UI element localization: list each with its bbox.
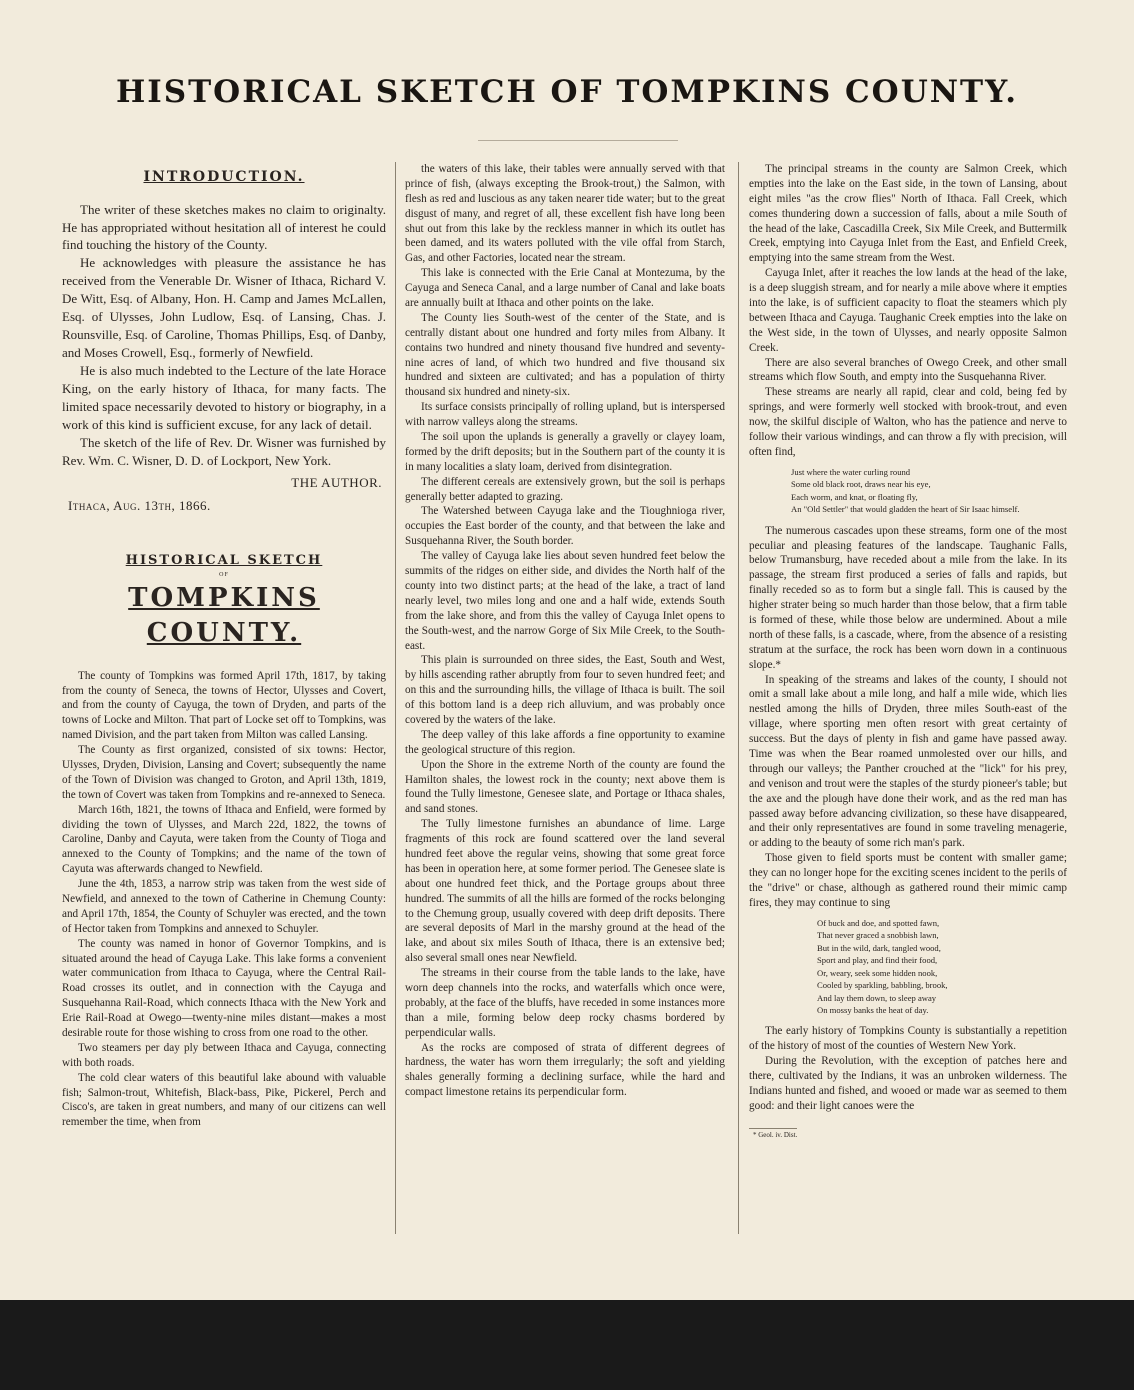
paragraph: March 16th, 1821, the towns of Ithaca and Enfield, were formed by dividing the town of Ulysses, and March 22d, 1822, the towns of Caroline, Danby and Cayuta, were taken from the County of Tioga and annexed to the County of Tompkins; and the name of the town of Cayuta was afterwards changed to Newfield. <box>62 803 386 876</box>
intro-paragraph: The writer of these sketches makes no claim to originalty. He has appropriated without hesitation all of interest he could find touching the history of the County. <box>62 201 386 253</box>
paragraph: The Watershed between Cayuga lake and the Tioughnioga river, occupies the East border of the county, and that between the lake and Susquehanna River, the South border. <box>405 505 725 548</box>
paragraph: The different cereals are extensively grown, but the soil is perhaps generally better adapted to grazing. <box>405 475 725 503</box>
column-divider-2 <box>738 162 739 1234</box>
intro-paragraph: He is also much indebted to the Lecture of the late Horace King, on the early history of Ithaca, for many facts. The limited space necessarily devoted to history or biography, in a work of this kind is sufficient excuse, for any lack of detail. <box>62 363 386 432</box>
section-heading-big: TOMPKINS COUNTY. <box>128 583 320 649</box>
paragraph: The county was named in honor of Governor Tompkins, and is situated around the head of Cayuga Lake. This lake forms a convenient water communication from Ithaca to Cayuga, where the Central Rail-Road crosses its outlet, and in connection with the Cayuga and Susquehanna Rail-Road, which connects Ithaca with the New York and Erie Rail-Road at Owego—twenty-nine miles distant—makes a most desirable route for those wishing to cross from one road to the other. <box>62 937 386 1040</box>
column-1 <box>62 162 386 1130</box>
paragraph: The valley of Cayuga lake lies about seven hundred feet below the summits of the ridges on either side, and divides the North half of the county into two distinct parts; at the head of the lake, a tract of land nearly level, two miles long and one and a half wide, extends South from the lake shore, and from this the valley of Cayuga Inlet opens to the South-west, and the narrow Gorge of Six Mile Creek, to the South-east. <box>405 550 725 652</box>
verse-line: Of buck and doe, and spotted fawn, <box>817 917 940 928</box>
column-divider-1 <box>395 162 396 1234</box>
column-2 <box>405 162 725 1100</box>
paragraph: This plain is surrounded on three sides, the East, South and West, by hills ascending rather abruptly from four to seven hundred feet; and on this and the surrounding hills, the village of Ithaca is built. The soil of this bottom land is a deep rich alluvium, and was probably once covered by the waters of the lake. <box>405 654 725 726</box>
paragraph: The principal streams in the county are Salmon Creek, which empties into the lake on the East side, in the town of Lansing, about eight miles "as the crow flies" North of Ithaca. Fall Creek, which comes thundering down a succession of falls, about a mile South of the head of the lake, Cascadilla Creek, Six Mile Creek, and Buttermilk Creek, emptying into Cayuga Inlet from the East, and Enfield Creek, emptying into the same stream from the West. <box>749 163 1067 265</box>
verse-line: Or, weary, seek some hidden nook, <box>817 967 938 978</box>
paragraph: The early history of Tompkins County is substantially a repetition of the history of most of the counties of Western New York. <box>749 1025 1067 1053</box>
paragraph: These streams are nearly all rapid, clear and cold, being fed by springs, and were formerly well stocked with brook-trout, and even now, the skilful disciple of Walton, who has the patience and nerve to follow their various windings, and can throw a fly with precision, will often find, <box>749 386 1067 458</box>
dateline: Ithaca, Aug. 13th, 1866. <box>68 497 211 513</box>
paragraph: In speaking of the streams and lakes of the county, I should not omit a small lake about a mile long, and half a mile wide, which lies nestled among the hills of Dryden, three miles South-east of the village, where sporting men often resort with great certainty of success. But the days of plenty in fish and game have passed away. Time was when the Bear roamed unmolested over our hills, and through our valleys; the Panther crouched at the "lick" for his prey, and venison and trout were the staples of the sturdy pioneer's table; but the axe and the plough have done their work, and as the red man has passed away before advancing civilization, so these have disappeared, and their only representatives are found in some traveling menagerie, or adding to the beauty of some rich man's park. <box>749 673 1067 850</box>
verse-block <box>791 466 1067 516</box>
paragraph: The deep valley of this lake affords a fine opportunity to examine the geological structure of this region. <box>405 728 725 756</box>
verse-block <box>817 917 1067 1017</box>
paragraph: The County as first organized, consisted of six towns: Hector, Ulysses, Dryden, Division, Lansing and Covert; subsequently the name of the Town of Division was changed to Groton, and April 13th, 1819, the town of Covert was taken from Tompkins and re-annexed to Seneca. <box>62 744 386 801</box>
paragraph: The streams in their course from the table lands to the lake, have worn deep channels into the rocks, and waterfalls which once were, probably, at the face of the bluffs, have receded in some instances more than a mile, forming below deep rocky chasms bordered by perpendicular walls. <box>405 967 725 1039</box>
paragraph: The county of Tompkins was formed April 17th, 1817, by taking from the county of Seneca, the towns of Hector, Ulysses and Covert, and from the county of Cayuga, the town of Dryden, and parts of the towns of Locke and Milton. That part of Locke set off to Tompkins, was named Division, and the part taken from Milton was called Lansing. <box>62 669 386 742</box>
paragraph: The cold clear waters of this beautiful lake abound with valuable fish; Salmon-trout, Whitefish, Black-bass, Pike, Pickerel, Perch and Cisco's, are taken in great numbers, and many of our citizens can well remember the time, when from <box>62 1071 386 1129</box>
paragraph: The County lies South-west of the center of the State, and is centrally distant about one hundred and forty miles from Albany. It contains two hundred and ninety thousand five hundred and seventy-nine acres of land, of which two hundred and five thousand six hundred and sixteen are cultivated; and has a population of thirty thousand six hundred and ninety-six. <box>405 311 725 399</box>
paragraph: the waters of this lake, their tables were annually served with that prince of fish, (always excepting the Brook-trout,) the Salmon, with flesh as red and luscious as any taken nearer tide water; but to the great disgust of many, and regret of all, these excellent fish have long been shut out from this lake by the reckless manner in which its outlet has been damed, and its waters polluted with the vile offal from Starch, Gas, and other Factories, located near the stream. <box>405 163 725 265</box>
verse-line: Some old black root, draws near his eye, <box>791 479 931 490</box>
footnote: * Geol. iv. Dist. <box>753 1130 798 1139</box>
verse-line: Sport and play, and find their food, <box>817 955 938 966</box>
intro-heading: INTRODUCTION. <box>143 169 305 185</box>
verse-line: On mossy banks the heat of day. <box>817 1004 929 1015</box>
footnote-rule <box>749 1128 797 1129</box>
page-title: HISTORICAL SKETCH OF TOMPKINS COUNTY. <box>115 74 1019 110</box>
paragraph: The numerous cascades upon these streams, form one of the most peculiar and pleasing features of the landscape. Taughanic Falls, below Trumansburg, have receded about a mile from the lake. In its passage, the stream first produced a series of falls and rapids, but finally receded so as to form but a single fall. This is caused by the higher strater being so much harder than those below, that a firm table is formed of these, while those below are undermined. About a mile north of these falls, is a cascade, where, from the absence of a resisting stratum at the surface, the rock has been worn down in a continuous slope.* <box>749 524 1067 671</box>
intro-paragraph: The sketch of the life of Rev. Dr. Wisner was furnished by Rev. Wm. C. Wisner, D. D. of Lockport, New York. <box>62 434 386 468</box>
author-signoff: THE AUTHOR. <box>291 474 382 490</box>
paragraph: June the 4th, 1853, a narrow strip was taken from the west side of Newfield, and annexed to the town of Catherine in Chemung County: and April 17th, 1854, the County of Schuyler was erected, and the town of Hector taken from Tompkins and annexed to Schuyler. <box>62 878 386 935</box>
verse-line: Cooled by sparkling, babbling, brook, <box>817 980 948 991</box>
paragraph: Those given to field sports must be content with smaller game; they can no longer hope for the exciting scenes incident to the perils of the "drive" or chase, although as gathered round their mimic camp fires, they may continue to sing <box>749 852 1067 909</box>
article-text <box>62 669 386 1131</box>
paragraph: As the rocks are composed of strata of different degrees of hardness, the water has worn them irregularly; the soft and yielding shales generally forming a declining surface, while the hard and compact limestone retains its perpendicular form. <box>405 1041 725 1099</box>
paragraph: During the Revolution, with the exception of patches here and there, cultivated by the Indians, it was an unbroken wilderness. The Indians hunted and fished, and wooed or made war as seemed to them good: and their light canoes were the <box>749 1055 1067 1112</box>
intro-text <box>62 201 386 470</box>
verse-line: And lay them down, to sleep away <box>817 992 937 1003</box>
paragraph: There are also several branches of Owego Creek, and other small streams which flow South, and empty into the Susquehanna River. <box>749 356 1067 384</box>
verse-line: That never graced a snobbish lawn, <box>817 930 939 941</box>
paragraph: The soil upon the uplands is generally a gravelly or clayey loam, formed by the drift deposits; but in the Southern part of the county it is in many localities a slaty loam, derived from disintegration. <box>405 431 725 473</box>
paragraph: Cayuga Inlet, after it reaches the low lands at the head of the lake, is a deep sluggish stream, and for nearly a mile above where it empties into the lake, is of sufficient capacity to float the steamers which ply between Ithaca and Cayuga. Taughanic Creek empties into the lake on the West side, in the town of Ulysses, and nearly opposite Salmon Creek. <box>749 267 1067 354</box>
section-heading-small: HISTORICAL SKETCH <box>125 553 323 569</box>
paragraph: Upon the Shore in the extreme North of the county are found the Hamilton shales, the lowest rock in the county; next above them is found the Tully limestone, Genesee slate, and Portage or Ithaca shales, and sand stones. <box>405 758 725 816</box>
paragraph: Two steamers per day ply between Ithaca and Cayuga, connecting with both roads. <box>62 1041 386 1069</box>
section-heading-of: OF <box>219 571 229 578</box>
verse-line: Each worm, and knat, or floating fly, <box>791 491 918 502</box>
paragraph: The Tully limestone furnishes an abundance of lime. Large fragments of this rock are found scattered over the land several hundred feet above the regular veins, showing that some great force has been in operation here, at some former period. The Genesee slate is about one hundred feet thick, and the Portage groups about three hundred. The summits of all the hills are formed of the rocks belonging to the Chemung group, usually covered with deep drift deposits. There are several deposits of Marl in the marshy ground at the head of the lake, and about six miles South of Ithaca, there is an extensive bed; also several small ones near Newfield. <box>405 818 725 965</box>
paragraph: Its surface consists principally of rolling upland, but is interspersed with narrow valleys along the streams. <box>405 401 725 429</box>
verse-line: But in the wild, dark, tangled wood, <box>817 942 941 953</box>
intro-paragraph: He acknowledges with pleasure the assistance he has received from the Venerable Dr. Wisner of Ithaca, Richard V. De Witt, Esq. of Albany, Hon. H. Camp and James McLallen, Esq. of Ulysses, John Ludlow, Esq. of Lansing, Chas. J. Rounsville, Esq. of Caroline, Thomas Phillips, Esq. of Danby, and Moses Crowell, Esq., formerly of Newfield. <box>62 255 386 361</box>
title-rule <box>478 140 678 141</box>
bottom-border <box>0 1300 1134 1390</box>
verse-line: An "Old Settler" that would gladden the heart of Sir Isaac himself. <box>791 504 1020 515</box>
verse-line: Just where the water curling round <box>791 466 911 477</box>
paragraph: This lake is connected with the Erie Canal at Montezuma, by the Cayuga and Seneca Canal, and a large number of Canal and lake boats are annually built at Ithaca and other points on the lake. <box>405 267 725 310</box>
column-3 <box>749 162 1067 1140</box>
